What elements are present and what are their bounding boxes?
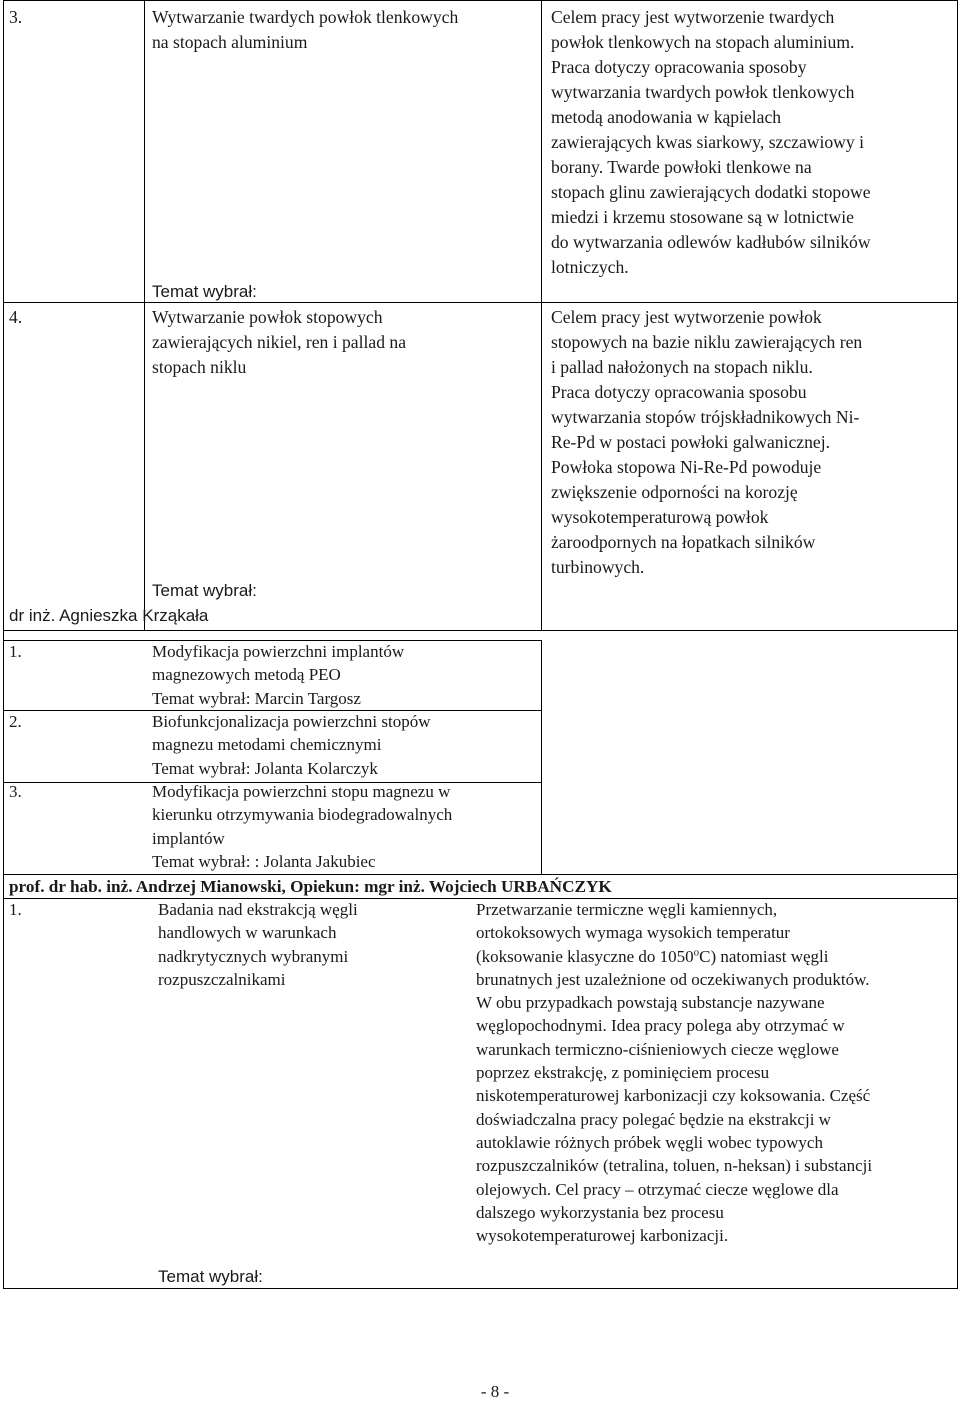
krzakala-topic1-number: 1. — [9, 642, 22, 661]
item3-description: Celem pracy jest wytworzenie twardych powłok tlenkowych na stopach aluminium. Praca dotyczy opracowania sposoby wytwarzania twardych powłok tlenkowych metodą anodowania w kąpielach zawierających kwas siarkowy, szczawiowy i borany. Twarde powłoki tlenkowe na stopach glinu zawierających dodatki stopowe miedzi i krzemu stosowane są w lotnictwie do wytwarzania odlewów kadłubów silników lotniczych. — [551, 7, 871, 277]
row-divider-krzakala-header — [3, 630, 958, 631]
column-divider-number — [144, 0, 145, 630]
mianowski-topic-number: 1. — [9, 900, 22, 919]
item4-description: Celem pracy jest wytworzenie powłok stopowych na bazie niklu zawierających ren i pallad nałożonych na stopach niklu. Praca dotyczy opracowania sposobu wytwarzania stopów trójskładnikowych Ni- Re-Pd w postaci powłoki galwanicznej. Powłoka stopowa Ni-Re-Pd powoduje zwiększenie odporności na korozję wysokotemperaturową powłok żaroodpornych na łopatkach silników turbinowych. — [551, 307, 863, 577]
table-border-bottom — [3, 1288, 958, 1289]
krzakala-topic2-title: Biofunkcjonalizacja powierzchni stopów magnezu metodami chemicznymi — [152, 712, 431, 755]
mianowski-topic-description — [476, 898, 954, 1247]
description-line-3-post: C) natomiast węgli — [699, 946, 829, 966]
krzakala-topic2-selected-by: Temat wybrał: Jolanta Kolarczyk — [152, 759, 378, 778]
mianowski-topic-title: Badania nad ekstrakcją węgli handlowych w warunkach nadkrytycznych wybranymi rozpuszczalnikami — [158, 900, 358, 989]
krzakala-topic1-selected-by: Temat wybrał: Marcin Targosz — [152, 689, 361, 708]
table-border-right — [957, 0, 958, 1288]
mianowski-topic-selected-by: Temat wybrał: — [158, 1267, 263, 1286]
supervisor-name: dr inż. Agnieszka Krząkała — [9, 606, 209, 625]
description-line-3 — [476, 945, 954, 968]
description-line-1: Przetwarzanie termiczne węgli kamiennych, — [476, 900, 778, 919]
description-line-3-pre: (koksowanie klasyczne do 1050 — [476, 946, 694, 966]
krzakala-table-right — [541, 640, 542, 875]
item3-selected-by: Temat wybrał: — [152, 282, 257, 301]
column-divider-description — [541, 0, 542, 630]
mianowski-header: prof. dr hab. inż. Andrzej Mianowski, Opiekun: mgr inż. Wojciech URBAŃCZYK — [9, 877, 612, 896]
description-rest: brunatnych jest uzależnione od oczekiwanych produktów. W obu przypadkach powstają substancje nazywane węglopochodnymi. Idea pracy polega aby otrzymać w warunkach termiczno-ciśnieniowych ciecze węglowe poprzez ekstrakcję, z pominięciem procesu niskotemperaturowej karbonizacji czy koksowania. Część doświadczalna pracy polegać będzie na ekstrakcji w autoklawie różnych próbek węgli wobec typowych rozpuszczalników (tetralina, toluen, n-heksan) i substancji olejowych. Cel pracy – otrzymać ciecze węglowe dla dalszego wykorzystania bez procesu wysokotemperaturowej karbonizacji. — [476, 969, 873, 1246]
krzakala-topic3-title: Modyfikacja powierzchni stopu magnezu w kierunku otrzymywania biodegradowalnych implantów — [152, 782, 453, 848]
degree-superscript: o — [693, 945, 700, 958]
row-divider-item3-item4 — [3, 302, 958, 303]
page-number: - 8 - — [480, 1382, 510, 1401]
item4-number: 4. — [9, 307, 23, 327]
krzakala-table-left — [3, 640, 4, 875]
krzakala-topic1-title: Modyfikacja powierzchni implantów magnezowych metodą PEO — [152, 642, 405, 685]
table-border-top — [3, 0, 958, 1]
item4-selected-by: Temat wybrał: — [152, 581, 257, 600]
description-line-2: ortokoksowych wymaga wysokich temperatur — [476, 923, 790, 943]
item3-title: Wytwarzanie twardych powłok tlenkowych na stopach aluminium — [152, 7, 459, 52]
item4-title: Wytwarzanie powłok stopowych zawierających nikiel, ren i pallad na stopach niklu — [152, 307, 407, 377]
krzakala-topic2-number: 2. — [9, 712, 22, 731]
item3-number: 3. — [9, 7, 23, 27]
krzakala-topic3-number: 3. — [9, 782, 22, 801]
krzakala-topic3-selected-by: Temat wybrał: : Jolanta Jakubiec — [152, 852, 376, 871]
